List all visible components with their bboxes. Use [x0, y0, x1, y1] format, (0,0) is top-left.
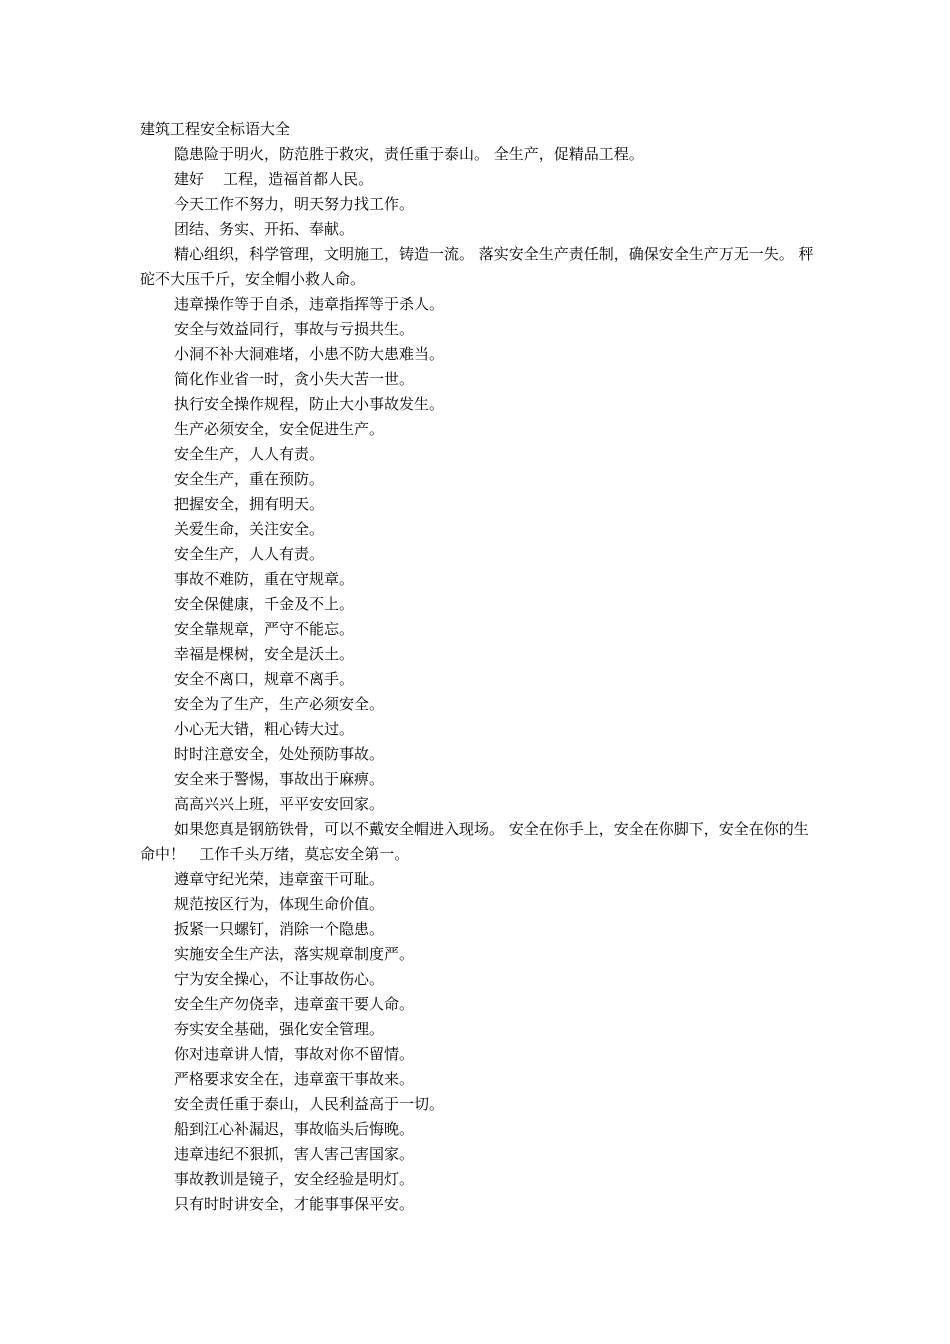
- slogan-line: 安全生产，重在预防。: [174, 470, 325, 488]
- slogan-line: 执行安全操作规程，防止大小事故发生。: [174, 395, 445, 413]
- document-page: [140, 117, 816, 1217]
- slogan-line: 遵章守纪光荣，违章蛮干可耻。: [174, 870, 385, 888]
- slogan-line: 船到江心补漏迟，事故临头后悔晚。: [174, 1120, 415, 1138]
- slogan-list: [140, 142, 816, 1217]
- slogan-line: 规范按区行为，体现生命价值。: [174, 895, 385, 913]
- slogan-line: 违章违纪不狠抓，害人害己害国家。: [174, 1145, 415, 1163]
- slogan-line: 团结、务实、开拓、奉献。: [174, 220, 355, 238]
- slogan-line: 小洞不补大洞难堵，小患不防大患难当。: [174, 345, 445, 363]
- slogan-line: 高高兴兴上班，平平安安回家。: [174, 795, 385, 813]
- slogan-line: 事故不难防，重在守规章。: [174, 570, 355, 588]
- slogan-line: 安全来于警惕，事故出于麻痹。: [174, 770, 385, 788]
- slogan-line: 夯实安全基础，强化安全管理。: [174, 1020, 385, 1038]
- slogan-line: 只有时时讲安全，才能事事保平安。: [174, 1195, 415, 1213]
- slogan-line: 关爱生命，关注安全。: [174, 520, 325, 538]
- slogan-line: 严格要求安全在，违章蛮干事故来。: [174, 1070, 415, 1088]
- slogan-line: 今天工作不努力，明天努力找工作。: [174, 195, 415, 213]
- slogan-line: 事故教训是镜子，安全经验是明灯。: [174, 1170, 415, 1188]
- slogan-line: 安全责任重于泰山，人民利益高于一切。: [174, 1095, 445, 1113]
- slogan-line: 宁为安全操心，不让事故伤心。: [174, 970, 385, 988]
- slogan-line: 安全靠规章，严守不能忘。: [174, 620, 355, 638]
- slogan-line: 如果您真是钢筋铁骨，可以不戴安全帽进入现场。 安全在你手上，安全在你脚下，安全在你的生命中！ 工作千头万绪，莫忘安全第一。: [140, 820, 809, 863]
- slogan-line: 实施安全生产法，落实规章制度严。: [174, 945, 415, 963]
- document-title: 建筑工程安全标语大全: [140, 120, 291, 138]
- slogan-line: 你对违章讲人情，事故对你不留情。: [174, 1045, 415, 1063]
- slogan-line: 违章操作等于自杀，违章指挥等于杀人。: [174, 295, 445, 313]
- slogan-line: 安全保健康，千金及不上。: [174, 595, 355, 613]
- slogan-line: 建好 工程，造福首都人民。: [174, 170, 374, 188]
- slogan-line: 小心无大错，粗心铸大过。: [174, 720, 355, 738]
- slogan-line: 把握安全，拥有明天。: [174, 495, 325, 513]
- slogan-line: 隐患险于明火，防范胜于救灾，责任重于泰山。 全生产，促精品工程。: [174, 145, 644, 163]
- slogan-line: 时时注意安全，处处预防事故。: [174, 745, 385, 763]
- slogan-line: 安全为了生产，生产必须安全。: [174, 695, 385, 713]
- slogan-line: 精心组织，科学管理，文明施工，铸造一流。 落实安全生产责任制，确保安全生产万无一失。 秤砣不大压千斤，安全帽小救人命。: [140, 245, 814, 288]
- slogan-line: 幸福是棵树，安全是沃土。: [174, 645, 355, 663]
- slogan-line: 安全生产勿侥幸，违章蛮干要人命。: [174, 995, 415, 1013]
- slogan-line: 生产必须安全，安全促进生产。: [174, 420, 385, 438]
- slogan-line: 简化作业省一时，贪小失大苦一世。: [174, 370, 415, 388]
- slogan-line: 安全不离口，规章不离手。: [174, 670, 355, 688]
- slogan-line: 安全生产，人人有责。: [174, 545, 325, 563]
- slogan-line: 扳紧一只螺钉，消除一个隐患。: [174, 920, 385, 938]
- slogan-line: 安全与效益同行，事故与亏损共生。: [174, 320, 415, 338]
- slogan-line: 安全生产，人人有责。: [174, 445, 325, 463]
